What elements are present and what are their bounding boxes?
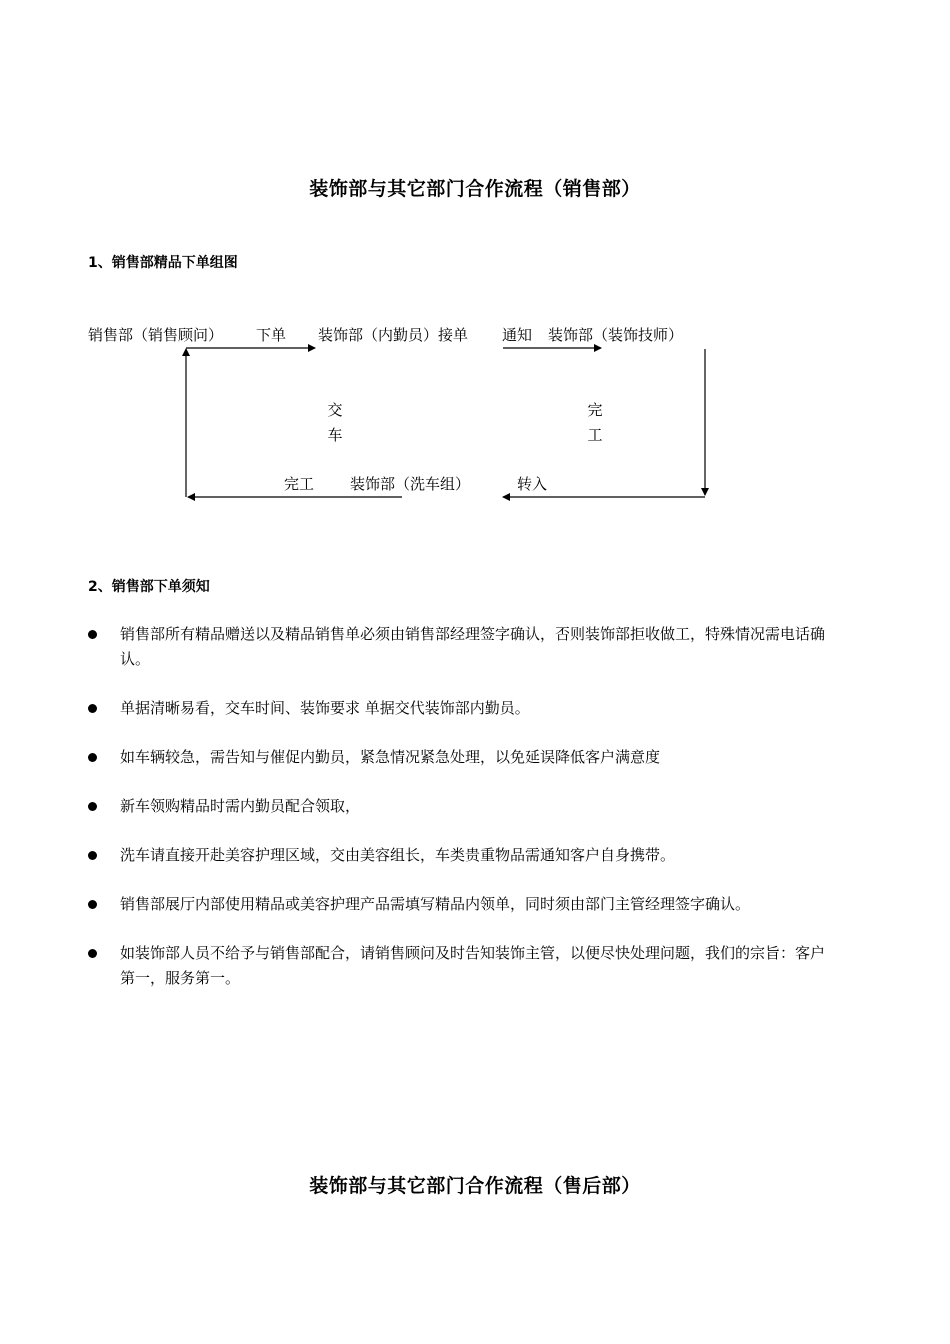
flow-node-tech: 装饰部（装饰技师） (548, 326, 684, 344)
list-item: 洗车请直接开赴美容护理区域，交由美容组长，车类贵重物品需通知客户自身携带。 (88, 843, 828, 868)
bullet-icon (88, 900, 97, 909)
bullet-icon (88, 851, 97, 860)
list-item: 单据清晰易看，交车时间、装饰要求 单据交代装饰部内勤员。 (88, 696, 828, 721)
flow-label-order: 下单 (256, 326, 287, 344)
flow-label-notify: 通知 (502, 326, 533, 344)
section-title-aftersales: 装饰部与其它部门合作流程（售后部） (309, 1175, 641, 1197)
list-item: 新车领购精品时需内勤员配合领取， (88, 794, 828, 819)
bullet-icon (88, 704, 97, 713)
flow-label-done-bottom: 完工 (284, 475, 315, 493)
list-item: 如车辆较急，需告知与催促内勤员，紧急情况紧急处理，以免延误降低客户满意度 (88, 745, 828, 770)
flow-node-sales: 销售部（销售顾问） (88, 326, 224, 344)
page-title: 装饰部与其它部门合作流程（销售部） (309, 178, 641, 200)
bullet-icon (88, 753, 97, 762)
bullet-icon (88, 802, 97, 811)
notes-list (88, 622, 828, 1015)
list-item: 销售部所有精品赠送以及精品销售单必须由销售部经理签字确认，否则装饰部拒收做工，特殊情况需电话确认。 (88, 622, 828, 672)
list-item: 销售部展厅内部使用精品或美容护理产品需填写精品内领单，同时须由部门主管经理签字确认。 (88, 892, 828, 917)
section-heading-order-flow: 1、销售部精品下单组图 (88, 255, 238, 271)
bullet-icon (88, 630, 97, 639)
list-item: 如装饰部人员不给予与销售部配合，请销售顾问及时告知装饰主管，以便尽快处理问题，我们的宗旨：客户第一，服务第一。 (88, 941, 828, 991)
flow-label-transfer: 转入 (517, 475, 548, 493)
flow-label-done-right: 完 工 (587, 401, 603, 444)
section-heading-order-notes: 2、销售部下单须知 (88, 579, 210, 595)
bullet-icon (88, 949, 97, 958)
flow-label-deliver: 交 车 (327, 401, 343, 444)
flow-node-office: 装饰部（内勤员）接单 (318, 326, 469, 344)
flow-node-wash: 装饰部（洗车组） (350, 475, 471, 493)
